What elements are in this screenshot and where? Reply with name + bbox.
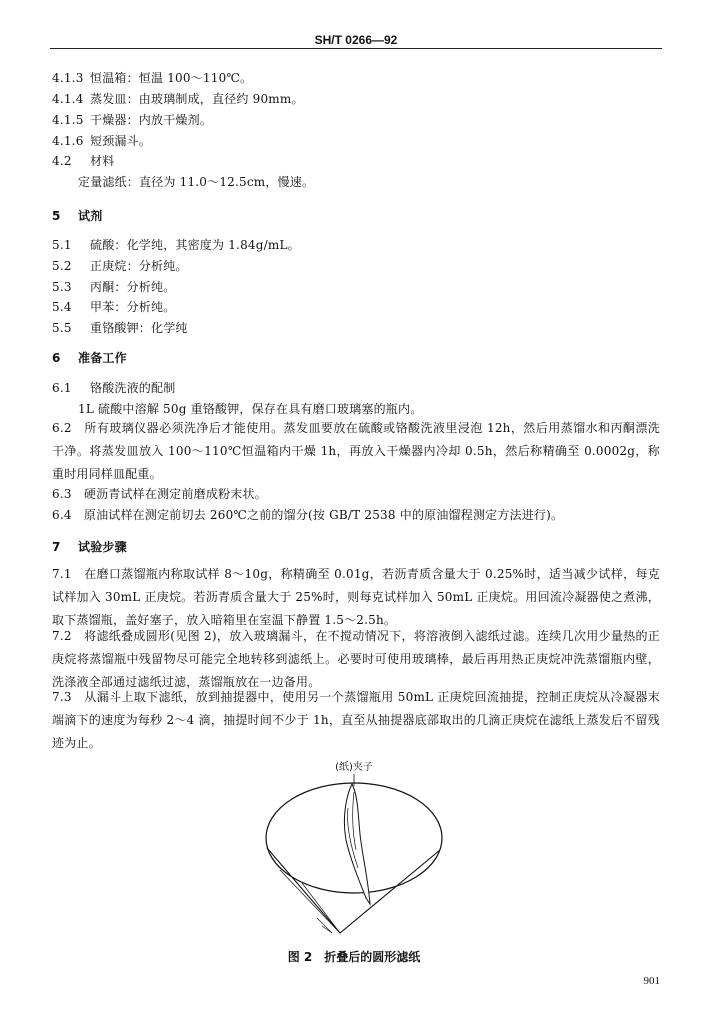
figure-label-clip: (纸)夹子 — [335, 762, 373, 773]
figure-caption: 图 2 折叠后的圆形滤纸 — [287, 950, 421, 964]
section-5-heading: 5 试剂 — [52, 209, 103, 223]
paragraph-6-4: 6.4 原油试样在测定前切去 260℃之前的馏分(按 GB/T 2538 中的原油馏程测定方法进行)。 — [52, 508, 564, 522]
item-4-2-body: 定量滤纸：直径为 11.0～12.5cm，慢速。 — [78, 175, 315, 189]
item-5-1: 5.1 硫酸：化学纯，其密度为 1.84g/mL。 — [52, 238, 300, 252]
paragraph-6-3: 6.3 硬沥青试样在测定前磨成粉末状。 — [52, 487, 267, 501]
item-5-4: 5.4 甲苯：分析纯。 — [52, 300, 176, 314]
paragraph-7-3: 7.3 从漏斗上取下滤纸，放到抽提器中，使用另一个蒸馏瓶用 50mL 正庚烷回流抽提，控制正庚烷从冷凝器末端滴下的速度为每秒 2～4 滴，抽提时间不少于 1h，直至从抽提器底部取出的几滴正庚烷在滤纸上蒸发后不留残迹为止。 — [52, 690, 660, 750]
paragraph-6-2: 6.2 所有玻璃仪器必须洗净后才能使用。蒸发皿要放在硫酸或铬酸洗液里浸泡 12h，然后用蒸馏水和丙酮漂洗干净。将蒸发皿放入 100～110℃恒温箱内干燥 1h，再放入干燥器内冷却 0.5h，然后称精确至 0.0002g，称重时用同样皿配重。 — [52, 421, 660, 481]
fold-lines-left — [280, 870, 340, 933]
item-4-1-4: 4.1.4 蒸发皿：由玻璃制成，直径约 90mm。 — [52, 92, 304, 106]
item-4-2: 4.2 材料 — [52, 154, 115, 168]
page-header: SH/T 0266—92 — [314, 33, 398, 47]
paragraph-7-2: 7.2 将滤纸叠成圆形(见图 2)，放入玻璃漏斗，在不搅动情况下，将溶液倒入滤纸过滤。连续几次用少量热的正庚烷将蒸馏瓶中残留物尽可能完全地转移到滤纸上。必要时可使用玻璃棒，最后再用热正庚烷冲洗蒸馏瓶内壁，洗涤液全部通过滤纸过滤，蒸馏瓶放在一边备用。 — [52, 629, 660, 689]
page-number: 901 — [643, 975, 660, 987]
item-5-3: 5.3 丙酮：分析纯。 — [52, 280, 176, 294]
paragraph-7-1: 7.1 在磨口蒸馏瓶内称取试样 8～10g，称精确至 0.01g，若沥青质含量大于 0.25%时，适当减少试样，每克试样加入 30mL 正庚烷。若沥青质含量大于 25%时，则每克试样加入 50mL 正庚烷。用回流冷凝器使之煮沸，取下蒸馏瓶，盖好塞子，放入暗箱里在室温下静置 1.5～2.5h。 — [52, 567, 660, 627]
item-4-1-6: 4.1.6 短颈漏斗。 — [52, 134, 152, 148]
item-4-1-5: 4.1.5 干燥器：内放干燥剂。 — [52, 113, 213, 127]
section-6-heading: 6 准备工作 — [52, 351, 127, 365]
item-6-1-body: 1L 硫酸中溶解 50g 重铬酸钾，保存在具有磨口玻璃塞的瓶内。 — [78, 402, 423, 416]
filter-paper-drawing — [262, 758, 448, 946]
item-5-5: 5.5 重铬酸钾：化学纯 — [52, 321, 188, 335]
figure-folded-filter-paper — [262, 758, 448, 946]
item-5-2: 5.2 正庚烷：分析纯。 — [52, 259, 188, 273]
section-7-heading: 7 试验步骤 — [52, 540, 127, 554]
clip-fold — [344, 784, 370, 904]
item-4-1-3: 4.1.3 恒温箱：恒温 100～110℃。 — [52, 71, 253, 85]
item-6-1: 6.1 铬酸洗液的配制 — [52, 381, 176, 395]
header-rule — [50, 48, 662, 49]
